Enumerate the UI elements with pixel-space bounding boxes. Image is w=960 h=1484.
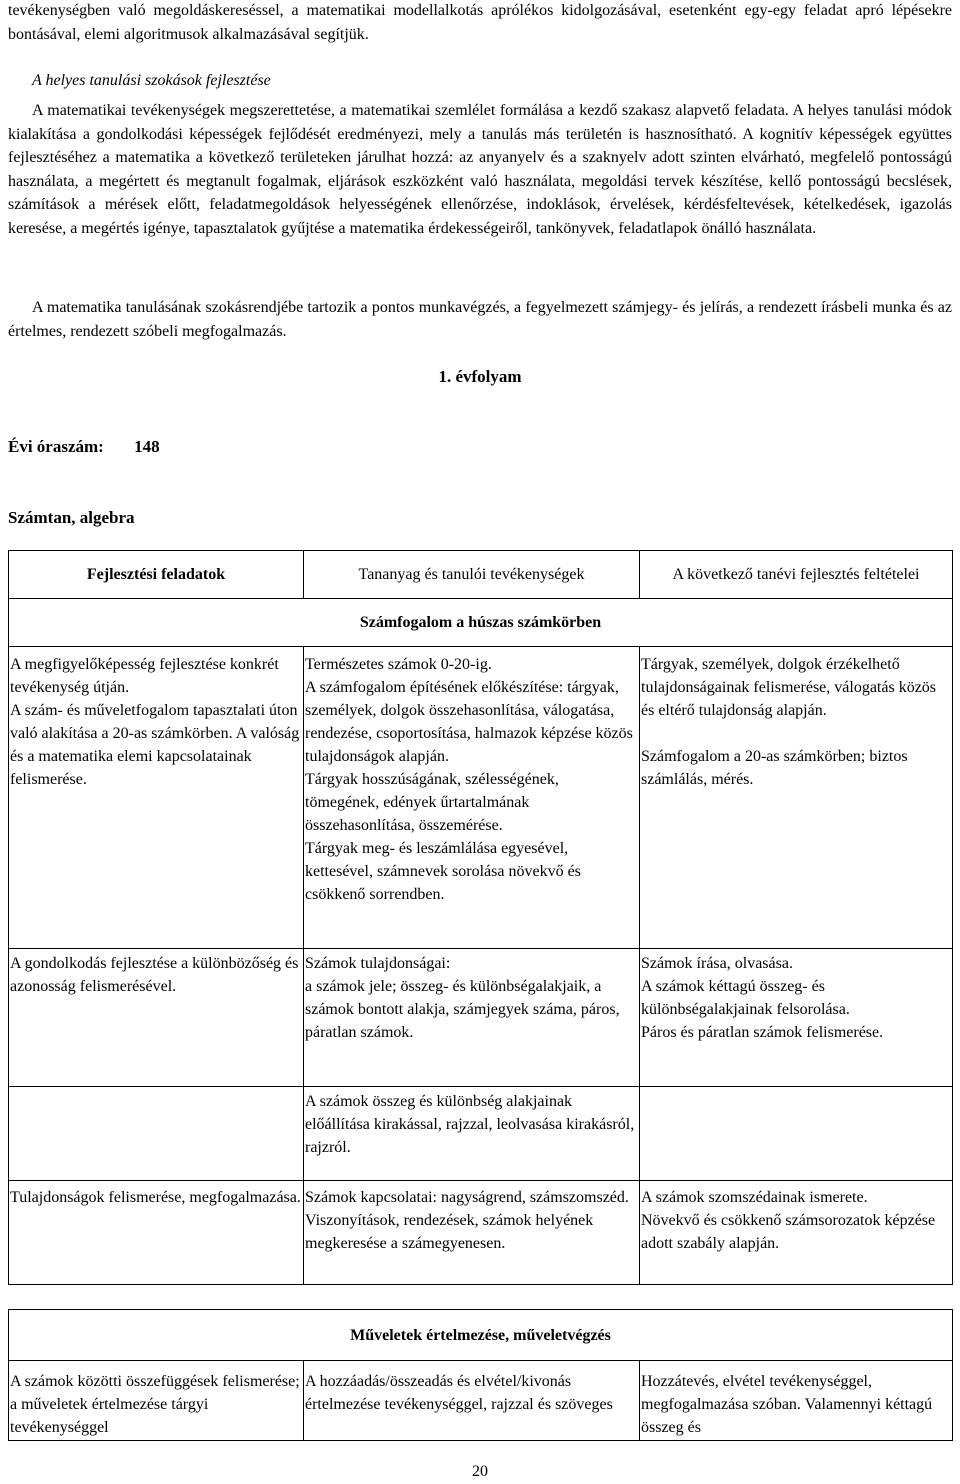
row4-cond-text-2: Növekvő és csökkenő számsorozatok képzése adott szabály alapján. [641, 1212, 936, 1252]
intro-paragraph-3: A matematika tanulásának szokásrendjébe tartozik a pontos munkavégzés, a fegyelmezett számjegy- és jelírás, a rendezett írásbeli munka és az értelmes, rendezett szóbeli megfogalmazás. [8, 299, 952, 340]
subheading-operations: Műveletek értelmezése, műveletvégzés [9, 1310, 953, 1361]
last-row-content-text: A hozzáadás/összeadás és elvétel/kivonás értelmezése tevékenységgel, rajzzal és szöveges [305, 1373, 613, 1413]
last-row-content-cell [304, 1361, 640, 1441]
curriculum-table [8, 550, 953, 1285]
row2-conditions-cell [640, 949, 953, 1087]
annual-hours-label: Évi óraszám: [8, 437, 104, 456]
row3-content-text-1: A számok összeg és különbség alakjainak előállítása kirakással, rajzzal, leolvasása kirakásról, rajzról. [305, 1093, 635, 1156]
row1-content-text-2: A számfogalom építésének előkészítése: tárgyak, személyek, dolgok összehasonlítása, válogatása, rendezése, csoportosítása, halmazok képzése közös tulajdonságok alapján. [305, 679, 633, 765]
row2-cond-text-1: Számok írása, olvasása. [641, 955, 793, 972]
page-number: 20 [472, 1463, 488, 1480]
row1-cond-text-1: Tárgyak, személyek, dolgok érzékelhető tulajdonságainak felismerése, válogatás közös és eltérő tulajdonság alapján. [641, 656, 937, 719]
row2-content-text-1: Számok tulajdonságai: [305, 955, 451, 972]
row2-content-cell [304, 949, 640, 1087]
row2-cond-text-2: A számok kéttagú összeg- és különbségalakjainak felsorolása. [641, 978, 850, 1018]
row1-conditions-cell [640, 647, 953, 949]
section-title: Számtan, algebra [8, 508, 135, 527]
annual-hours [8, 437, 160, 457]
row4-cond-text-1: A számok szomszédainak ismerete. [641, 1189, 868, 1206]
row1-dev-text-2: A szám- és műveletfogalom tapasztalati úton való alakítása a 20-as számkörben. A valóság és a matematika elemi kapcsolatainak felismerése. [10, 702, 300, 788]
header-cell-content: Tananyag és tanulói tevékenységek [304, 551, 640, 599]
row3-development-cell [9, 1087, 304, 1181]
row4-content-text-2: Viszonyítások, rendezések, számok helyének megkeresése a számegyenesen. [305, 1212, 594, 1252]
last-row-development-cell [9, 1361, 304, 1441]
row1-development-cell [9, 647, 304, 949]
section-heading-italic: A helyes tanulási szokások fejlesztése [32, 72, 271, 89]
row1-content-text-3: Tárgyak hosszúságának, szélességének, tömegének, edények űrtartalmának összehasonlítása, összemérése. [305, 771, 559, 834]
intro-paragraph-2: A matematikai tevékenységek megszerettetése, a matematikai szemlélet formálása a kezdő szakasz alapvető feladata. A helyes tanulási módok kialakítása a gondolkodási képességek fejlődését eredményezi, mely a tanulás más területén is hasznosítható. A kognitív képességek együttes fejlesztéséhez a matematika a következő területeken járulhat hozzá: az anyanyelv és a szaknyelv adott szinten elvárható, megfelelő pontosságú használata, a megértett és megtanult fogalmak, eljárások eszközként való használata, megoldási tervek készítése, kellő pontosságú becslések, számítások a mérések előtt, feladatmegoldások helyességének ellenőrzése, indoklások, érvelések, kérdésfeltevések, kételkedések, igazolás keresése, a megértés igénye, tapasztalatok gyűjtése a matematika érdekességeiről, tankönyvek, feladatlapok önálló használata. [8, 102, 952, 237]
row4-development-cell [9, 1181, 304, 1285]
row4-content-cell [304, 1181, 640, 1285]
grade-title: 1. évfolyam [438, 367, 522, 386]
row2-cond-text-3: Páros és páratlan számok felismerése. [641, 1024, 884, 1041]
row1-cond-text-2: Számfogalom a 20-as számkörben; biztos számlálás, mérés. [641, 748, 908, 788]
row1-dev-text-1: A megfigyelőképesség fejlesztése konkrét tevékenység útján. [10, 656, 279, 696]
row4-conditions-cell [640, 1181, 953, 1285]
row3-content-cell [304, 1087, 640, 1181]
row4-dev-text-1: Tulajdonságok felismerése, megfogalmazása. [10, 1189, 301, 1206]
last-row-cond-text: Hozzátevés, elvétel tevékenységgel, megfogalmazása szóban. Valamennyi kéttagú összeg és [641, 1373, 933, 1436]
row2-content-text-2: a számok jele; összeg- és különbségalakjaik, a számok bontott alakja, számjegyek száma, páros, páratlan számok. [305, 978, 620, 1041]
header-cell-conditions: A következő tanévi fejlesztés feltételei [640, 551, 953, 599]
row1-content-cell [304, 647, 640, 949]
row1-content-text-1: Természetes számok 0-20-ig. [305, 656, 492, 673]
row4-content-text-1: Számok kapcsolatai: nagyságrend, számszomszéd. [305, 1189, 629, 1206]
row1-content-text-4: Tárgyak meg- és leszámlálása egyesével, kettesével, számnevek sorolása növekvő és csökkenő sorrendben. [305, 840, 581, 903]
header-cell-development: Fejlesztési feladatok [9, 551, 304, 599]
last-row-dev-text: A számok közötti összefüggések felismerése; a műveletek értelmezése tárgyi tevékenységgel [10, 1373, 300, 1436]
row2-dev-text-1: A gondolkodás fejlesztése a különbözőség és azonosság felismerésével. [10, 955, 299, 995]
last-row-conditions-cell [640, 1361, 953, 1441]
annual-hours-value: 148 [134, 437, 160, 456]
operations-table [8, 1309, 953, 1441]
row3-conditions-cell [640, 1087, 953, 1181]
intro-paragraph-1: tevékenységben való megoldáskereséssel, a matematikai modellalkotás aprólékos kidolgozásával, esetenként egy-egy feladat apró lépésekre bontásával, elemi algoritmusok alkalmazásával segítjük. [8, 2, 952, 43]
row2-development-cell [9, 949, 304, 1087]
subheading-number-concept: Számfogalom a húszas számkörben [9, 599, 953, 647]
